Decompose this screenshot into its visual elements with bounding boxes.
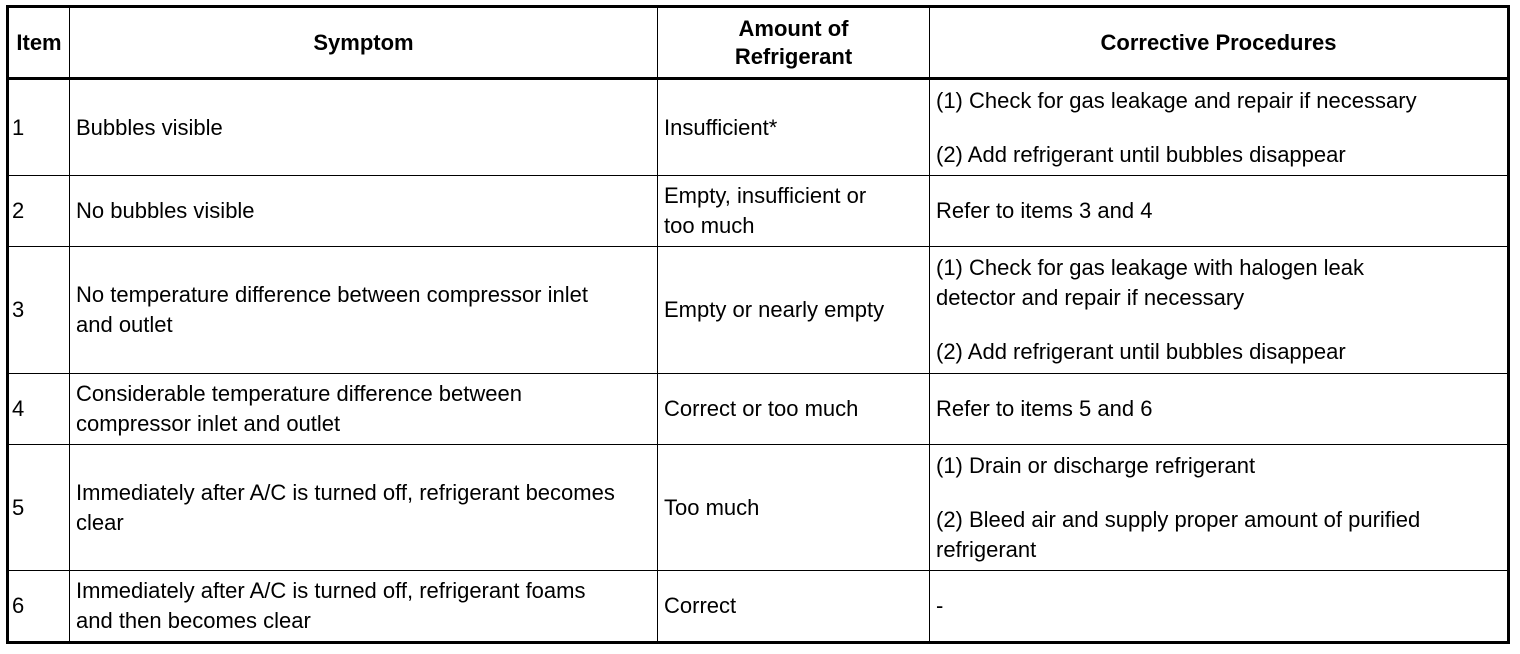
symptom-cell: Immediately after A/C is turned off, refrigerant foams and then becomes clear bbox=[70, 571, 658, 643]
table-row bbox=[8, 247, 1509, 374]
item-number: 2 bbox=[8, 176, 70, 247]
item-number: 6 bbox=[8, 571, 70, 643]
header-amount: Amount of Refrigerant bbox=[658, 7, 930, 79]
item-number: 3 bbox=[8, 247, 70, 374]
symptom-cell: No temperature difference between compressor inlet and outlet bbox=[70, 247, 658, 374]
symptom-cell: No bubbles visible bbox=[70, 176, 658, 247]
procedures-cell bbox=[930, 176, 1509, 247]
item-number: 1 bbox=[8, 79, 70, 176]
procedure-step: (2) Bleed air and supply proper amount of purified refrigerant bbox=[936, 506, 1421, 562]
procedures-cell bbox=[930, 374, 1509, 445]
refrigerant-diagnosis-table bbox=[6, 5, 1510, 644]
item-number: 5 bbox=[8, 445, 70, 571]
amount-cell: Empty, insufficient or too much bbox=[658, 176, 930, 247]
table-row bbox=[8, 176, 1509, 247]
table-row bbox=[8, 445, 1509, 571]
header-procedures: Corrective Procedures bbox=[930, 7, 1509, 79]
header-symptom: Symptom bbox=[70, 7, 658, 79]
procedure-spacer bbox=[936, 313, 1447, 337]
procedure-step: - bbox=[936, 593, 944, 618]
procedure-step: (2) Add refrigerant until bubbles disappear bbox=[936, 141, 1346, 167]
header-row bbox=[8, 7, 1509, 79]
amount-cell: Too much bbox=[658, 445, 930, 571]
procedure-spacer bbox=[936, 116, 1502, 140]
table-row bbox=[8, 79, 1509, 176]
procedure-step: (1) Drain or discharge refrigerant bbox=[936, 452, 1256, 478]
amount-cell: Correct or too much bbox=[658, 374, 930, 445]
procedure-step: Refer to items 5 and 6 bbox=[936, 396, 1153, 421]
procedures-cell bbox=[930, 571, 1509, 643]
symptom-cell: Bubbles visible bbox=[70, 79, 658, 176]
amount-cell: Insufficient* bbox=[658, 79, 930, 176]
procedure-step: (1) Check for gas leakage with halogen leak detector and repair if necessary bbox=[936, 255, 1365, 310]
table-row bbox=[8, 374, 1509, 445]
procedures-cell bbox=[930, 445, 1509, 571]
procedure-step: (1) Check for gas leakage and repair if necessary bbox=[936, 87, 1417, 113]
item-number: 4 bbox=[8, 374, 70, 445]
symptom-cell: Immediately after A/C is turned off, refrigerant becomes clear bbox=[70, 445, 658, 571]
table-row bbox=[8, 571, 1509, 643]
procedures-cell bbox=[930, 79, 1509, 176]
procedure-step: Refer to items 3 and 4 bbox=[936, 198, 1153, 223]
table-body bbox=[8, 79, 1509, 643]
procedure-step: (2) Add refrigerant until bubbles disappear bbox=[936, 339, 1346, 364]
table-header bbox=[8, 7, 1509, 79]
header-item: Item bbox=[8, 7, 70, 79]
symptom-cell: Considerable temperature difference between compressor inlet and outlet bbox=[70, 374, 658, 445]
procedure-spacer bbox=[936, 481, 1502, 505]
procedures-cell bbox=[930, 247, 1509, 374]
amount-cell: Empty or nearly empty bbox=[658, 247, 930, 374]
amount-cell: Correct bbox=[658, 571, 930, 643]
